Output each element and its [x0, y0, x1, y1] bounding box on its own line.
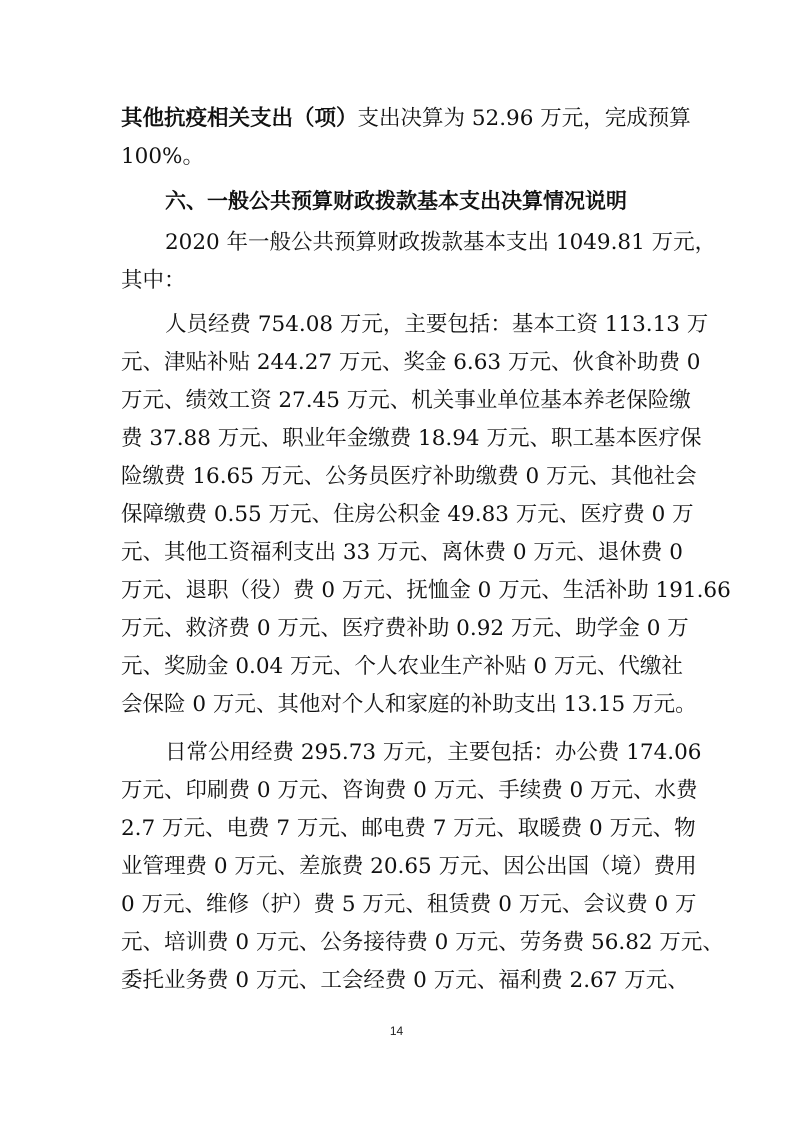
paragraph-line: 100%。 — [121, 144, 204, 169]
personnel-line: 元、津贴补贴 244.27 万元、奖金 6.63 万元、伙食补助费 0 — [121, 350, 701, 375]
bold-item-label: 其他抗疫相关支出（项） — [121, 106, 358, 131]
paragraph-text: 支出决算为 52.96 万元，完成预算 — [357, 106, 691, 131]
public-expense-line: 元、培训费 0 万元、公务接待费 0 万元、劳务费 56.82 万元、 — [121, 930, 724, 955]
personnel-line: 费 37.88 万元、职业年金缴费 18.94 万元、职工基本医疗保 — [121, 426, 702, 451]
page-number: 14 — [389, 1024, 404, 1038]
public-expense-line: 2.7 万元、电费 7 万元、邮电费 7 万元、取暖费 0 万元、物 — [121, 816, 696, 841]
paragraph-line — [121, 100, 691, 138]
personnel-line: 会保险 0 万元、其他对个人和家庭的补助支出 13.15 万元。 — [121, 692, 697, 717]
public-expense-line: 业管理费 0 万元、差旅费 20.65 万元、因公出国（境）费用 — [121, 854, 697, 879]
personnel-line: 元、其他工资福利支出 33 万元、离休费 0 万元、退休费 0 — [121, 540, 683, 565]
summary-line: 其中： — [121, 268, 186, 293]
public-expense-line: 日常公用经费 295.73 万元，主要包括：办公费 174.06 — [165, 740, 702, 765]
summary-line: 2020 年一般公共预算财政拨款基本支出 1049.81 万元， — [165, 230, 717, 255]
public-expense-line: 委托业务费 0 万元、工会经费 0 万元、福利费 2.67 万元、 — [121, 968, 689, 993]
personnel-line: 元、奖励金 0.04 万元、个人农业生产补贴 0 万元、代缴社 — [121, 654, 683, 679]
public-expense-line: 万元、印刷费 0 万元、咨询费 0 万元、手续费 0 万元、水费 — [121, 778, 698, 803]
personnel-line: 人员经费 754.08 万元，主要包括：基本工资 113.13 万 — [165, 312, 709, 337]
section-heading: 六、一般公共预算财政拨款基本支出决算情况说明 — [165, 189, 627, 213]
personnel-line: 万元、绩效工资 27.45 万元、机关事业单位基本养老保险缴 — [121, 388, 691, 413]
personnel-line: 万元、救济费 0 万元、医疗费补助 0.92 万元、助学金 0 万 — [121, 616, 689, 641]
personnel-line: 保障缴费 0.55 万元、住房公积金 49.83 万元、医疗费 0 万 — [121, 502, 694, 527]
personnel-line: 险缴费 16.65 万元、公务员医疗补助缴费 0 万元、其他社会 — [121, 464, 697, 489]
public-expense-line: 0 万元、维修（护）费 5 万元、租赁费 0 万元、会议费 0 万 — [121, 892, 697, 917]
personnel-line: 万元、退职（役）费 0 万元、抚恤金 0 万元、生活补助 191.66 — [121, 578, 731, 603]
